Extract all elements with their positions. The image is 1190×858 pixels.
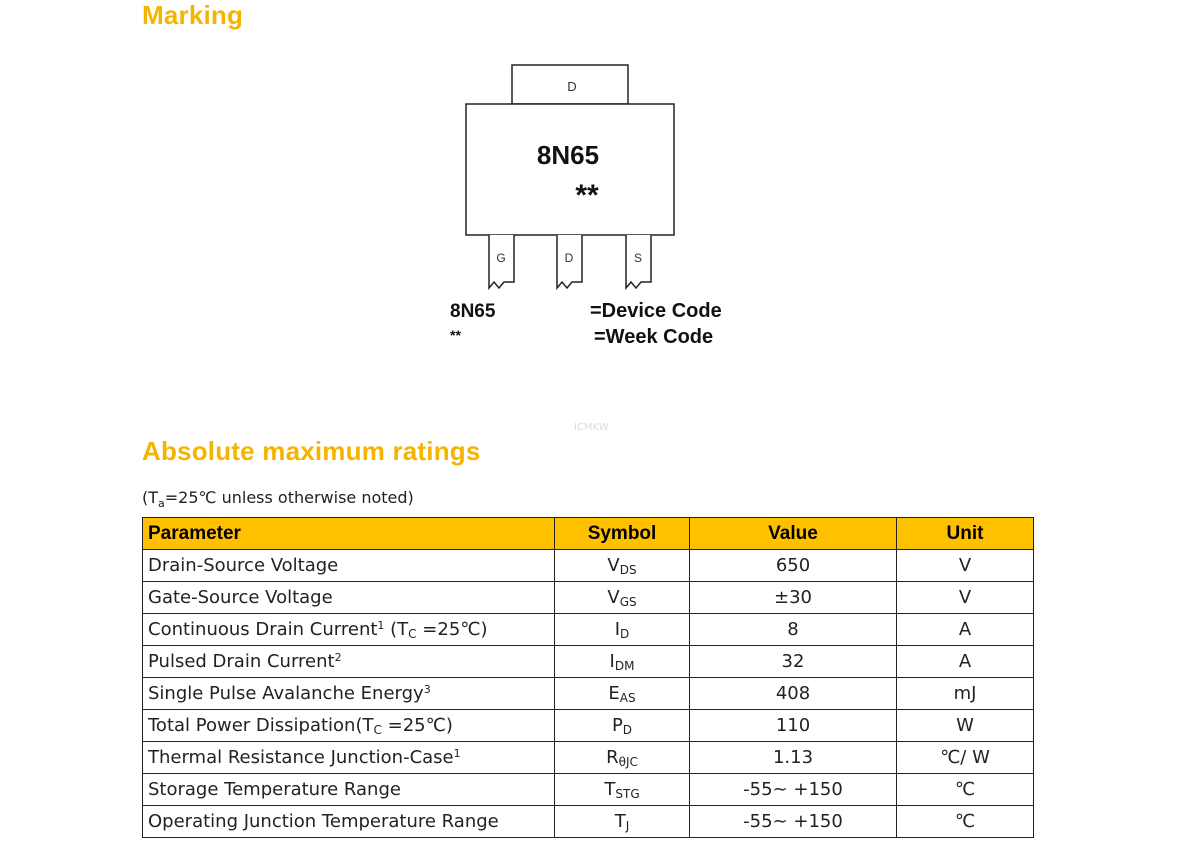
- conditions-suffix: =25℃ unless otherwise noted): [164, 488, 414, 507]
- parameter-name: Total Power Dissipation: [148, 714, 356, 736]
- unit-cell: V: [897, 582, 1034, 614]
- header-symbol: Symbol: [555, 518, 690, 550]
- symbol-base: R: [606, 746, 619, 768]
- unit-cell: A: [897, 646, 1034, 678]
- unit-cell: W: [897, 710, 1034, 742]
- value-cell: 650: [690, 550, 897, 582]
- symbol-sub: STG: [615, 786, 640, 801]
- parameter-cell: [143, 614, 555, 646]
- symbol-base: V: [607, 586, 620, 608]
- pin-gate-label: G: [496, 251, 506, 265]
- condition-sub: C: [373, 722, 382, 737]
- conditions-sub: a: [158, 497, 165, 511]
- marking-heading: Marking: [142, 0, 244, 30]
- symbol-cell: [555, 582, 690, 614]
- tab-pin-label: D: [567, 79, 577, 94]
- table-row: [143, 550, 1034, 582]
- value-cell: 1.13: [690, 742, 897, 774]
- note-ref: 3: [423, 683, 431, 696]
- table-row: [143, 742, 1034, 774]
- parameter-name: Single Pulse Avalanche Energy: [148, 683, 424, 704]
- condition-sub: C: [408, 626, 417, 641]
- symbol-cell: [555, 614, 690, 646]
- symbol-base: T: [604, 778, 616, 800]
- pin-source-label: S: [633, 251, 643, 265]
- condition-suffix: =25℃): [381, 714, 453, 736]
- body-device-code: 8N65: [536, 140, 600, 170]
- parameter-name: Thermal Resistance Junction-Case: [148, 747, 454, 768]
- table-header-row: [143, 518, 1034, 550]
- parameter-name: Continuous Drain Current: [148, 618, 378, 640]
- value-cell: 408: [690, 678, 897, 710]
- parameter-cell: [143, 806, 555, 838]
- absolute-maximum-ratings-table: [142, 517, 1034, 838]
- condition-prefix: (T: [355, 714, 374, 736]
- symbol-base: V: [607, 554, 620, 576]
- value-cell: 32: [690, 646, 897, 678]
- table-row: [143, 806, 1034, 838]
- note-ref: 2: [334, 651, 342, 664]
- table-row: [143, 582, 1034, 614]
- parameter-cell: [143, 646, 555, 678]
- value-cell: -55~ +150: [690, 806, 897, 838]
- parameter-cell: [143, 710, 555, 742]
- symbol-cell: [555, 678, 690, 710]
- symbol-sub: D: [620, 626, 630, 641]
- legend-week-code: **: [450, 327, 461, 343]
- symbol-sub: DM: [614, 658, 635, 673]
- conditions-prefix: (T: [142, 488, 159, 507]
- symbol-sub: DS: [619, 562, 637, 577]
- value-cell: 8: [690, 614, 897, 646]
- symbol-base: I: [614, 618, 621, 640]
- body-week-code: **: [575, 179, 599, 212]
- header-unit: Unit: [897, 518, 1034, 550]
- parameter-name: Operating Junction Temperature Range: [148, 811, 499, 832]
- legend-device-description: =Device Code: [590, 300, 722, 322]
- table-row: [143, 678, 1034, 710]
- table-row: [143, 774, 1034, 806]
- parameter-cell: [143, 678, 555, 710]
- package-marking-diagram: [440, 60, 760, 360]
- parameter-cell: [143, 550, 555, 582]
- symbol-sub: D: [622, 722, 633, 737]
- parameter-cell: [143, 582, 555, 614]
- header-value: Value: [690, 518, 897, 550]
- value-cell: -55~ +150: [690, 774, 897, 806]
- parameter-cell: [143, 774, 555, 806]
- symbol-cell: [555, 550, 690, 582]
- unit-cell: ℃/ W: [897, 742, 1034, 774]
- table-row: [143, 710, 1034, 742]
- parameter-name: Pulsed Drain Current: [148, 651, 335, 672]
- symbol-cell: [555, 646, 690, 678]
- unit-cell: V: [897, 550, 1034, 582]
- unit-cell: ℃: [897, 806, 1034, 838]
- value-cell: ±30: [690, 582, 897, 614]
- parameter-cell: [143, 742, 555, 774]
- parameter-name: Storage Temperature Range: [148, 779, 401, 800]
- watermark: ICMKW: [574, 422, 609, 433]
- symbol-cell: [555, 742, 690, 774]
- condition-prefix: (T: [384, 618, 409, 640]
- symbol-sub: J: [625, 818, 630, 833]
- symbol-base: E: [608, 682, 620, 704]
- symbol-cell: [555, 774, 690, 806]
- parameter-name: Gate-Source Voltage: [148, 587, 333, 608]
- table-row: [143, 646, 1034, 678]
- unit-cell: mJ: [897, 678, 1034, 710]
- symbol-sub: GS: [619, 594, 637, 609]
- value-cell: 110: [690, 710, 897, 742]
- unit-cell: ℃: [897, 774, 1034, 806]
- symbol-base: I: [609, 650, 615, 672]
- symbol-base: P: [611, 714, 623, 736]
- header-parameter: Parameter: [143, 518, 555, 550]
- pin-drain-label: D: [564, 251, 574, 265]
- pin-gate: [489, 235, 514, 288]
- table-row: [143, 614, 1034, 646]
- ratings-heading: Absolute maximum ratings: [142, 436, 481, 466]
- symbol-cell: [555, 710, 690, 742]
- condition-suffix: =25℃): [416, 618, 488, 640]
- symbol-sub: θJC: [618, 754, 638, 769]
- legend-device-code: 8N65: [450, 301, 496, 322]
- symbol-base: T: [614, 810, 626, 832]
- test-conditions-note: [142, 488, 414, 510]
- unit-cell: A: [897, 614, 1034, 646]
- parameter-name: Drain-Source Voltage: [148, 555, 339, 576]
- pin-drain: [557, 235, 582, 288]
- legend-week-description: =Week Code: [594, 326, 714, 348]
- pin-source: [626, 235, 651, 288]
- note-ref: 1: [377, 618, 385, 632]
- note-ref: 1: [453, 747, 461, 760]
- symbol-cell: [555, 806, 690, 838]
- symbol-sub: AS: [619, 690, 636, 705]
